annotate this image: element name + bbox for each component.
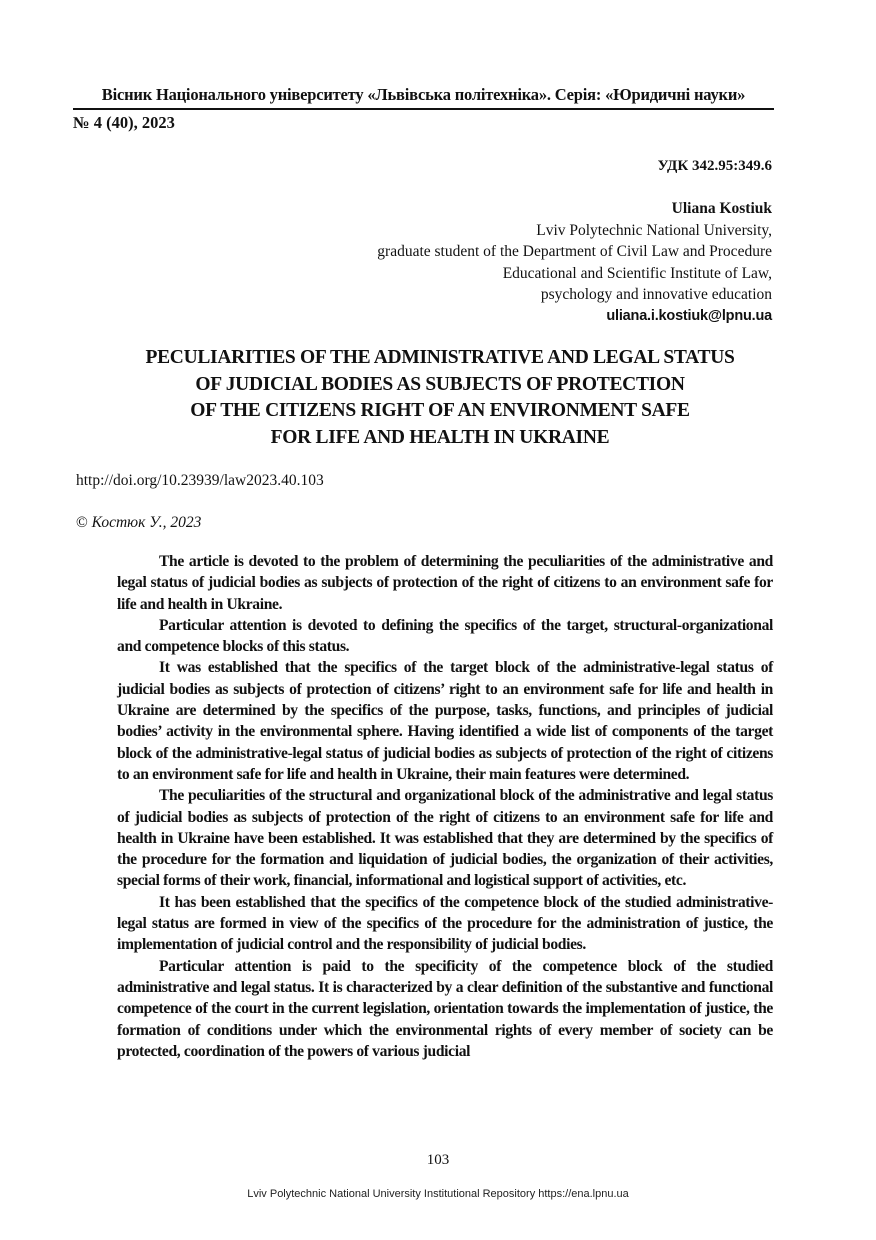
udc-code: УДК 342.95:349.6 [657, 158, 772, 174]
abstract-paragraph: It was established that the specifics of the target block of the administrative-legal status of judicial bodies as subjects of protection of citizens’ right to an environment safe for life and health in Ukraine are determined by the specifics of the purpose, tasks, functions, and principles of judicial bodies’ activity in the environmental sphere. Having identified a wide list of components of the target block of the administrative-legal status of judicial bodies as subjects of protection of the right of citizens to an environment safe for life and health in Ukraine, their main features were determined. [117, 659, 773, 783]
page-number: 103 [426, 1152, 450, 1168]
copyright-notice [76, 513, 201, 533]
title-line: FOR LIFE AND HEALTH IN UKRAINE [270, 426, 610, 448]
affiliation-line: Educational and Scientific Institute of Law, [502, 264, 772, 282]
doi-link[interactable]: http://doi.org/10.23939/law2023.40.103 [76, 472, 324, 489]
title-line: PECULIARITIES OF THE ADMINISTRATIVE AND LEGAL STATUS [145, 347, 735, 368]
article-title [60, 345, 820, 451]
copyright-icon: © [76, 514, 88, 531]
title-line: OF THE CITIZENS RIGHT OF AN ENVIRONMENT SAFE [190, 400, 690, 421]
affiliation-line: Lviv Polytechnic National University, [536, 221, 772, 239]
abstract-paragraph: Particular attention is paid to the specificity of the competence block of the studied administrative and legal status. It is characterized by a clear definition of the substantive and functional competence of the court in the current legislation, orientation towards the implementation of justice, the formation of conditions under which the environmental rights of every member of society can be protected, coordination of the powers of various judicial [117, 957, 773, 1060]
abstract-paragraph: The article is devoted to the problem of determining the peculiarities of the administrative and legal status of judicial bodies as subjects of protection of the right of citizens to an environment safe for life and health in Ukraine. [117, 553, 773, 613]
affiliation-line: graduate student of the Department of Civil Law and Procedure [377, 243, 772, 260]
header-divider [73, 108, 774, 110]
author-name: Uliana Kostiuk [671, 200, 772, 217]
journal-title: Вісник Національного університету «Львівська політехніка». Серія: «Юридичні науки» [101, 85, 746, 104]
abstract-paragraph: Particular attention is devoted to defining the specifics of the target, structural-organizational and competence blocks of this status. [117, 616, 773, 656]
repository-footer: Lviv Polytechnic National University Institutional Repository https://ena.lpnu.ua [247, 1188, 629, 1200]
abstract-paragraph: It has been established that the specifics of the competence block of the studied administrative-legal status are formed in view of the specifics of the procedure for the administration of justice, the implementation of judicial control and the responsibility of judicial bodies. [117, 893, 773, 954]
copyright-text: Костюк У., 2023 [87, 514, 202, 531]
affiliation-line: psychology and innovative education [540, 286, 772, 303]
author-email-link[interactable]: uliana.i.kostiuk@lpnu.ua [606, 307, 772, 324]
issue-number: № 4 (40), 2023 [73, 113, 175, 132]
abstract-paragraph: The peculiarities of the structural and organizational block of the administrative and legal status of judicial bodies as subjects of protection of the right of citizens to an environment safe for life and health in Ukraine have been established. It was established that they are determined by the specifics of the procedure for the formation and liquidation of judicial bodies, the organization of their activities, special forms of their work, financial, informational and logistical support of activities, etc. [117, 787, 773, 890]
abstract [117, 551, 773, 1062]
title-line: OF JUDICIAL BODIES AS SUBJECTS OF PROTECTION [195, 373, 685, 395]
author-block [377, 198, 772, 327]
